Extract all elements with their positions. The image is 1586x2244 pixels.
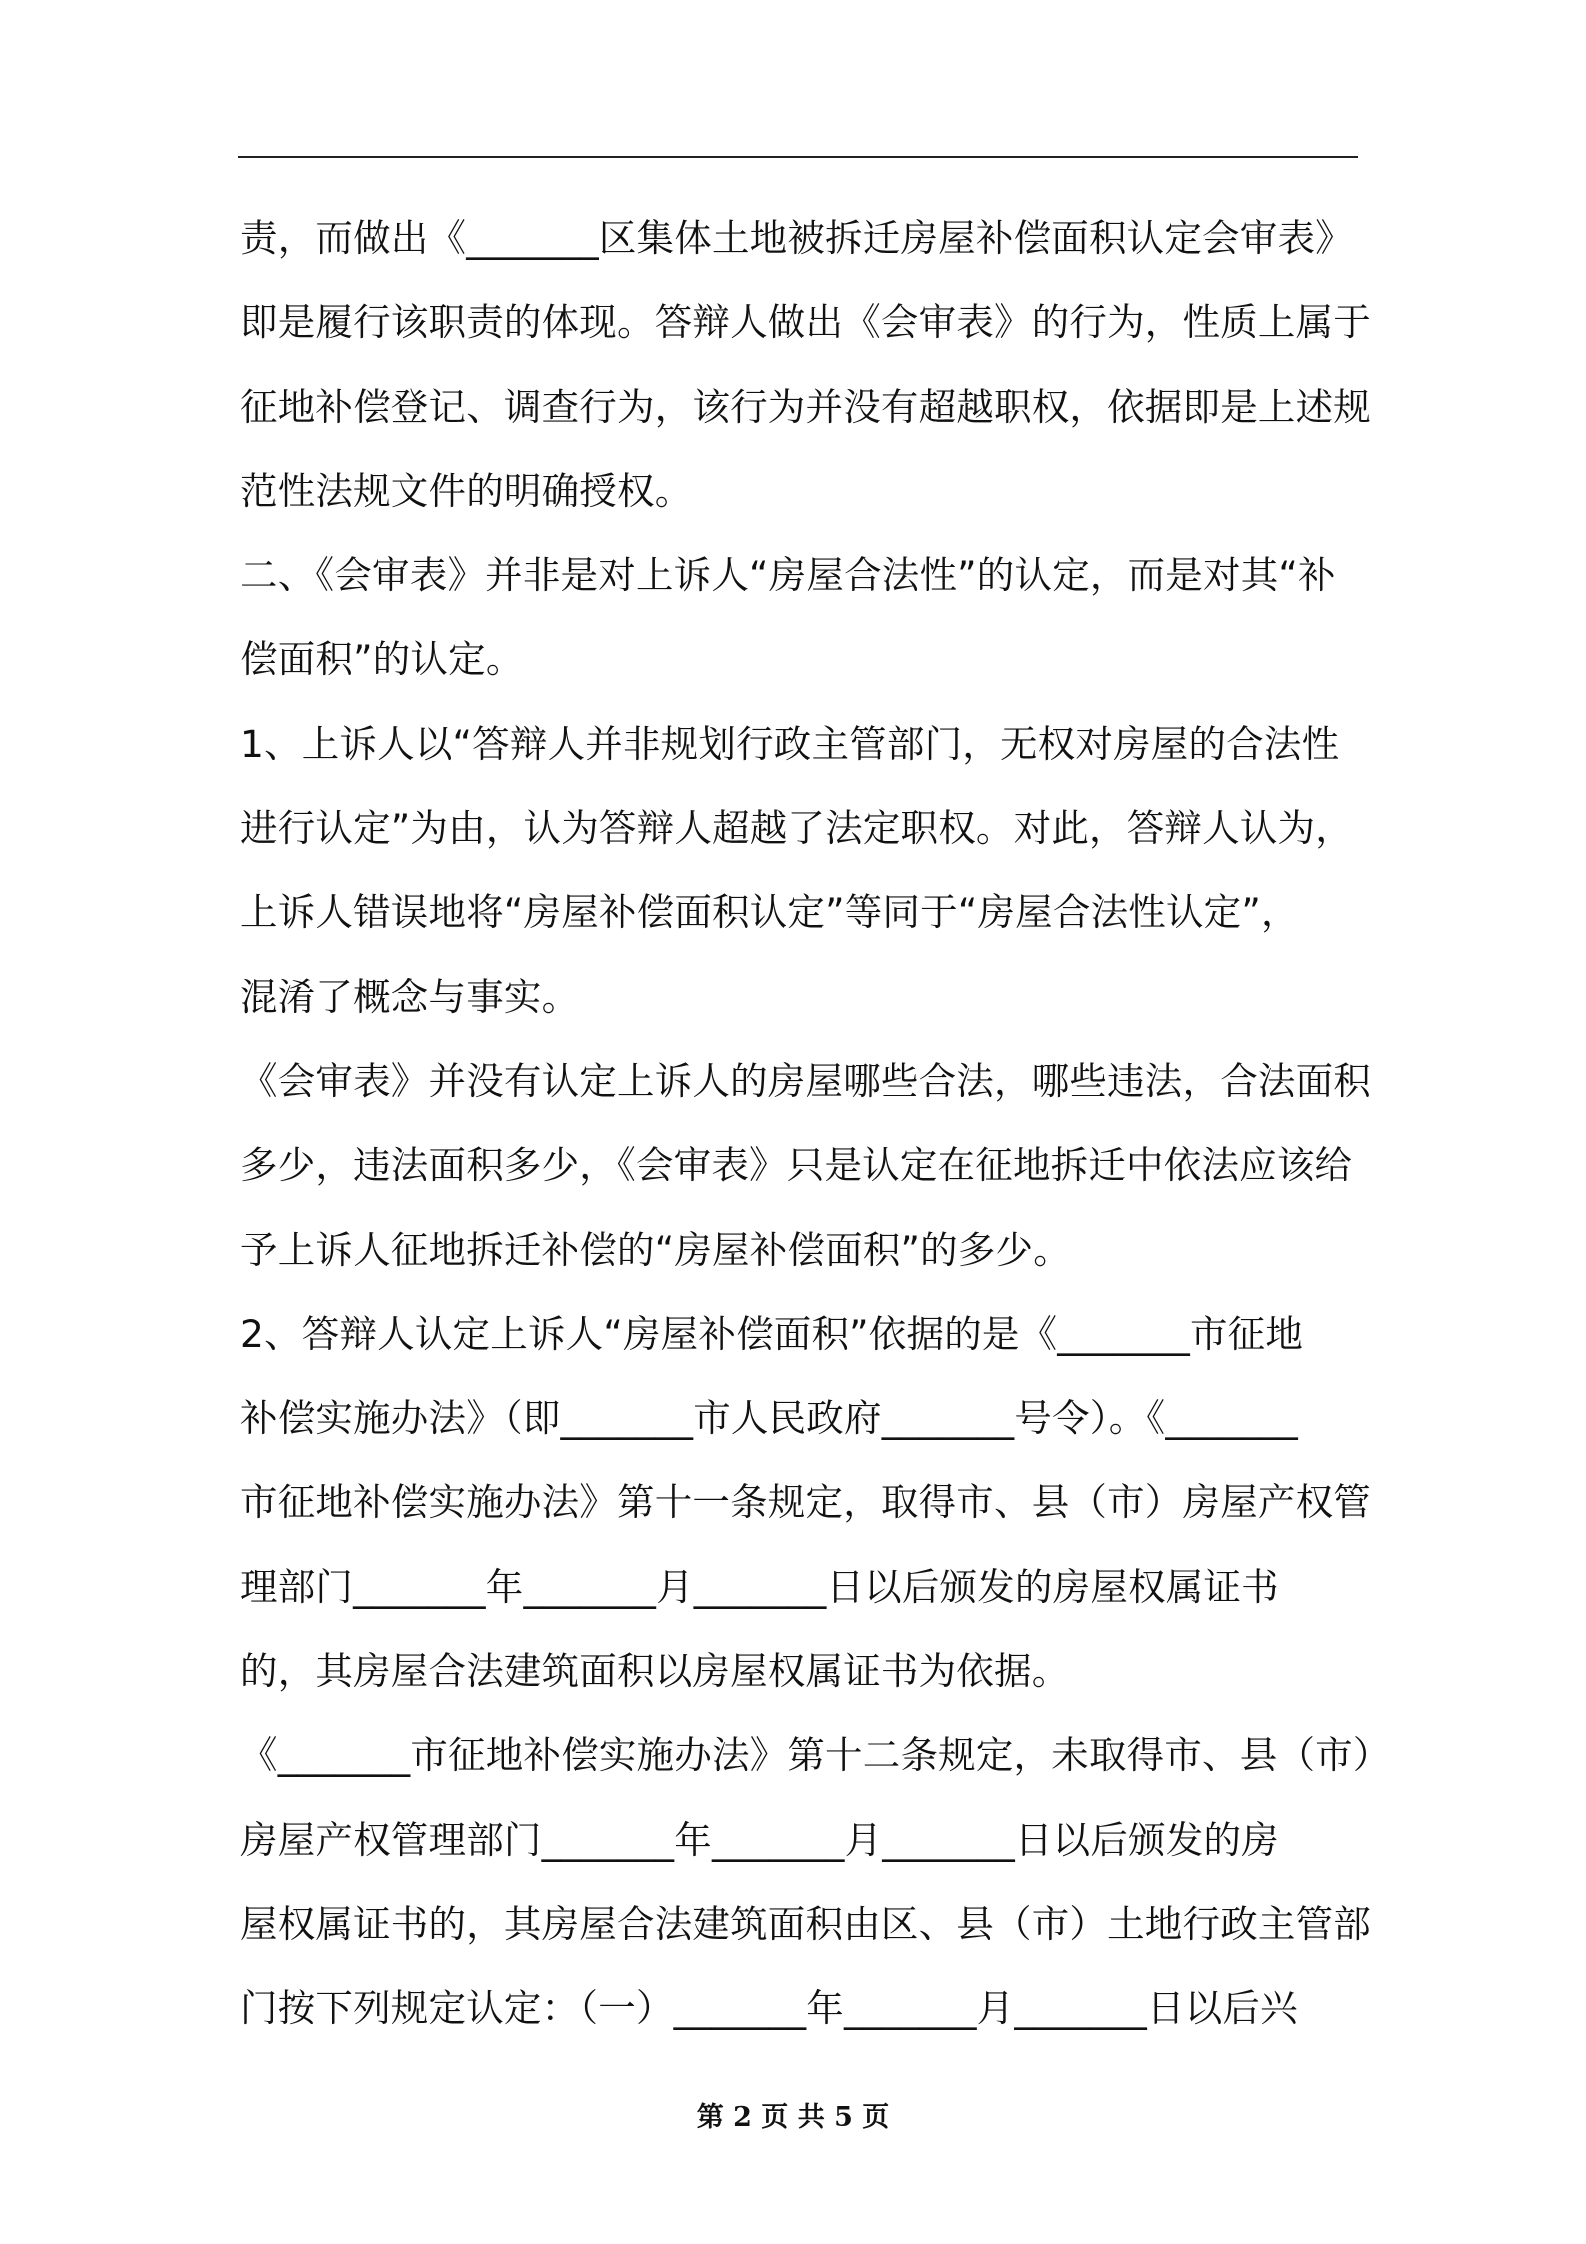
text-line: 屋权属证书的，其房屋合法建筑面积由区、县（市）土地行政主管部 [240,1901,1371,1946]
text-line: 进行认定”为由，认为答辩人超越了法定职权。对此，答辩人认为， [240,806,1353,851]
header-rule [238,156,1358,158]
text-line: 门按下列规定认定：（一）_______年_______月_______日以后兴 [240,1986,1298,2031]
text-line: 理部门_______年_______月_______日以后颁发的房屋权属证书 [240,1564,1279,1609]
text-line: 市征地补偿实施办法》第十一条规定，取得市、县（市）房屋产权管 [240,1480,1371,1525]
text-line: 责，而做出《_______区集体土地被拆迁房屋补偿面积认定会审表》 [240,216,1353,260]
page-number-footer: 第 2 页 共 5 页 [696,2102,890,2133]
text-line: 2、答辩人认定上诉人“房屋补偿面积”依据的是《_______市征地 [240,1311,1304,1356]
text-line: 予上诉人征地拆迁补偿的“房屋补偿面积”的多少。 [240,1227,1071,1272]
text-line: 混淆了概念与事实。 [240,974,580,1019]
text-line: 偿面积”的认定。 [240,637,524,682]
text-line: 的，其房屋合法建筑面积以房屋权属证书为依据。 [240,1649,1070,1694]
text-line: 范性法规文件的明确授权。 [240,468,693,513]
text-line: 《_______市征地补偿实施办法》第十二条规定，未取得市、县（市） [240,1733,1391,1778]
text-line: 《会审表》并没有认定上诉人的房屋哪些合法，哪些违法，合法面积 [240,1058,1371,1103]
text-line: 即是履行该职责的体现。答辩人做出《会审表》的行为，性质上属于 [240,300,1371,345]
text-line: 补偿实施办法》（即_______市人民政府_______号令）。《_______ [240,1396,1298,1441]
text-line: 1、上诉人以“答辩人并非规划行政主管部门，无权对房屋的合法性 [240,721,1340,766]
text-line: 房屋产权管理部门_______年_______月_______日以后颁发的房 [240,1817,1279,1862]
text-line: 二、《会审表》并非是对上诉人“房屋合法性”的认定，而是对其“补 [240,553,1336,598]
document-body [240,196,1391,2051]
text-line: 征地补偿登记、调查行为，该行为并没有超越职权，依据即是上述规 [240,384,1371,429]
text-line: 多少，违法面积多少，《会审表》只是认定在征地拆迁中依法应该给 [240,1143,1353,1188]
text-line: 上诉人错误地将“房屋补偿面积认定”等同于“房屋合法性认定”， [240,890,1299,935]
